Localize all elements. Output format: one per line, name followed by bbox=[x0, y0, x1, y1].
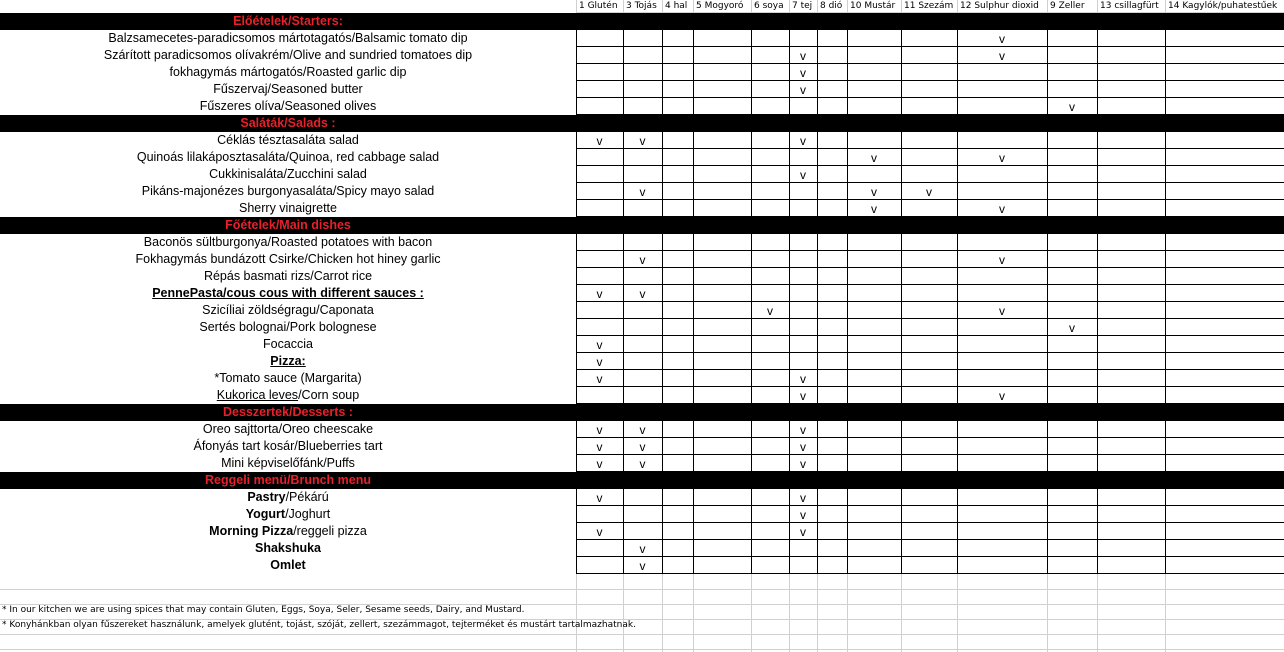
footnote: * In our kitchen we are using spices that may contain Gluten, Eggs, Soya, Seler, Sesame seeds, Dairy, and Mustard. bbox=[2, 605, 525, 615]
dish-name bbox=[0, 387, 576, 404]
allergen-mark: v bbox=[596, 423, 603, 437]
allergen-mark: v bbox=[999, 304, 1005, 318]
column-header: 11 Szezám bbox=[904, 1, 954, 11]
row-border bbox=[576, 46, 1284, 47]
column-border bbox=[662, 13, 663, 574]
allergen-mark: v bbox=[639, 287, 646, 301]
dish-name: Cukkinisaláta/Zucchini salad bbox=[209, 167, 367, 181]
column-header: 4 hal bbox=[665, 1, 688, 11]
dish-name: Balzsamecetes-paradicsomos mártotagatós/Balsamic tomato dip bbox=[108, 31, 468, 45]
column-border bbox=[576, 13, 577, 574]
allergen-mark: v bbox=[999, 32, 1005, 46]
allergen-mark: v bbox=[596, 338, 603, 352]
allergen-mark: v bbox=[999, 253, 1005, 267]
column-border-light bbox=[789, 574, 790, 652]
row-border bbox=[576, 148, 1284, 149]
dish-name-part: Yogurt bbox=[245, 507, 286, 521]
empty-row-border bbox=[0, 589, 1284, 590]
dish-name-part: /reggeli pizza bbox=[293, 524, 367, 538]
column-border bbox=[1097, 13, 1098, 574]
column-header: 12 Sulphur dioxid bbox=[960, 1, 1039, 11]
row-border bbox=[576, 437, 1284, 438]
dish-name: Focaccia bbox=[262, 337, 314, 351]
row-border bbox=[576, 80, 1284, 81]
column-border-light bbox=[751, 574, 752, 652]
column-border-light bbox=[847, 0, 848, 13]
dish-name: Fokhagymás bundázott Csirke/Chicken hot hiney garlic bbox=[135, 252, 441, 266]
column-border bbox=[817, 13, 818, 574]
allergen-mark: v bbox=[639, 134, 646, 148]
column-border-light bbox=[1165, 0, 1166, 13]
column-header: 13 csillagfürt bbox=[1100, 1, 1159, 11]
column-border bbox=[901, 13, 902, 574]
allergen-mark: v bbox=[800, 134, 806, 148]
column-border-light bbox=[623, 574, 624, 652]
column-border-light bbox=[751, 0, 752, 13]
row-border bbox=[576, 539, 1284, 540]
dish-name: Szicíliai zöldségragu/Caponata bbox=[202, 303, 374, 317]
dish-name-part: Morning Pizza bbox=[209, 524, 294, 538]
allergen-mark: v bbox=[800, 457, 806, 471]
allergen-mark: v bbox=[596, 491, 603, 505]
column-border-light bbox=[1165, 574, 1166, 652]
dish-name: Fűszeres olíva/Seasoned olives bbox=[199, 99, 377, 113]
column-header: 6 soya bbox=[754, 1, 784, 11]
column-header: 5 Mogyoró bbox=[696, 1, 744, 11]
dish-name: Céklás tésztasaláta salad bbox=[217, 133, 359, 147]
allergen-mark: v bbox=[596, 525, 603, 539]
section-header-row bbox=[0, 472, 1284, 489]
row-border bbox=[576, 352, 1284, 353]
allergen-mark: v bbox=[999, 202, 1005, 216]
allergen-mark: v bbox=[639, 423, 646, 437]
allergen-mark: v bbox=[999, 389, 1005, 403]
allergen-mark: v bbox=[800, 372, 806, 386]
section-header-row bbox=[0, 115, 1284, 132]
allergen-mark: v bbox=[1069, 321, 1075, 335]
dish-name: Pizza: bbox=[270, 354, 306, 368]
row-border bbox=[576, 556, 1284, 557]
column-border-light bbox=[901, 0, 902, 13]
column-border bbox=[789, 13, 790, 574]
column-header: 7 tej bbox=[792, 1, 813, 11]
section-title: Desszertek/Desserts : bbox=[223, 405, 353, 419]
dish-name: Répás basmati rizs/Carrot rice bbox=[203, 269, 373, 283]
allergen-mark: v bbox=[800, 508, 806, 522]
column-border-light bbox=[576, 0, 577, 13]
column-header: 10 Mustár bbox=[850, 1, 896, 11]
allergen-mark: v bbox=[800, 491, 806, 505]
allergen-mark: v bbox=[871, 202, 877, 216]
column-border bbox=[847, 13, 848, 574]
column-border-light bbox=[1047, 574, 1048, 652]
row-border bbox=[576, 301, 1284, 302]
allergen-mark: v bbox=[1069, 100, 1075, 114]
column-border-light bbox=[693, 574, 694, 652]
allergen-mark: v bbox=[596, 440, 603, 454]
allergen-mark: v bbox=[639, 542, 646, 556]
row-border bbox=[576, 318, 1284, 319]
column-border bbox=[623, 13, 624, 574]
dish-name bbox=[0, 489, 576, 506]
column-border bbox=[957, 13, 958, 574]
row-border bbox=[576, 199, 1284, 200]
column-border-light bbox=[789, 0, 790, 13]
column-border-light bbox=[847, 574, 848, 652]
column-header: 1 Glutén bbox=[579, 1, 618, 11]
column-border-light bbox=[693, 0, 694, 13]
dish-name: Quinoás lilakáposztasaláta/Quinoa, red cabbage salad bbox=[136, 150, 440, 164]
allergen-mark: v bbox=[800, 168, 806, 182]
column-header: 3 Tojás bbox=[626, 1, 657, 11]
section-title: Előételek/Starters: bbox=[233, 14, 343, 28]
allergen-mark: v bbox=[800, 440, 806, 454]
row-border bbox=[576, 284, 1284, 285]
allergen-mark: v bbox=[800, 423, 806, 437]
dish-name-part: /Corn soup bbox=[298, 388, 360, 402]
row-border bbox=[576, 573, 1284, 574]
column-header: 14 Kagylók/puhatestűek bbox=[1168, 1, 1278, 11]
dish-name bbox=[0, 523, 576, 540]
allergen-mark: v bbox=[999, 151, 1005, 165]
allergen-mark: v bbox=[596, 134, 603, 148]
header-border bbox=[576, 12, 1284, 13]
section-header-row bbox=[0, 13, 1284, 30]
footnote: * Konyhánkban olyan fűszereket használunk, amelyek glutént, tojást, szóját, zellert, szezámmagot, tejterméket és mustárt tartalmazhatnak. bbox=[2, 620, 636, 630]
allergen-mark: v bbox=[639, 559, 646, 573]
allergen-mark: v bbox=[999, 49, 1005, 63]
dish-name: fokhagymás mártogatós/Roasted garlic dip bbox=[169, 65, 407, 79]
column-border-light bbox=[576, 574, 577, 652]
column-border bbox=[1047, 13, 1048, 574]
dish-name: Shakshuka bbox=[254, 541, 321, 555]
column-header: 9 Zeller bbox=[1050, 1, 1085, 11]
column-border bbox=[751, 13, 752, 574]
column-border-light bbox=[901, 574, 902, 652]
allergen-mark: v bbox=[800, 49, 806, 63]
dish-name: Oreo sajttorta/Oreo cheescake bbox=[202, 422, 374, 436]
allergen-mark: v bbox=[871, 185, 877, 199]
dish-name: PennePasta/cous cous with different sauces : bbox=[152, 286, 424, 300]
column-border bbox=[693, 13, 694, 574]
column-border-light bbox=[957, 0, 958, 13]
dish-name: Fűszervaj/Seasoned butter bbox=[213, 82, 363, 96]
dish-name: Baconös sültburgonya/Roasted potatoes with bacon bbox=[143, 235, 433, 249]
column-border-light bbox=[1097, 574, 1098, 652]
section-header-row bbox=[0, 404, 1284, 421]
dish-name: Sherry vinaigrette bbox=[239, 201, 337, 215]
allergen-mark: v bbox=[800, 83, 806, 97]
allergen-mark: v bbox=[596, 287, 603, 301]
empty-row-border bbox=[0, 649, 1284, 650]
column-header: 8 dió bbox=[820, 1, 843, 11]
allergen-mark: v bbox=[639, 440, 646, 454]
allergen-mark: v bbox=[639, 253, 646, 267]
empty-row-border bbox=[0, 634, 1284, 635]
row-border bbox=[576, 386, 1284, 387]
column-border-light bbox=[662, 574, 663, 652]
row-border bbox=[576, 454, 1284, 455]
column-border-light bbox=[957, 574, 958, 652]
row-border bbox=[576, 505, 1284, 506]
allergen-mark: v bbox=[639, 185, 646, 199]
dish-name-part: /Pékárú bbox=[285, 490, 329, 504]
dish-name: Áfonyás tart kosár/Blueberries tart bbox=[193, 439, 383, 453]
allergen-mark: v bbox=[800, 525, 806, 539]
dish-name-part: /Joghurt bbox=[285, 507, 331, 521]
dish-name: Pikáns-majonézes burgonyasaláta/Spicy mayo salad bbox=[141, 184, 435, 198]
section-header-row bbox=[0, 217, 1284, 234]
row-border bbox=[576, 165, 1284, 166]
allergen-mark: v bbox=[800, 66, 806, 80]
section-title: Reggeli menü/Brunch menu bbox=[205, 473, 371, 487]
dish-name: Omlet bbox=[270, 558, 306, 572]
row-border bbox=[576, 267, 1284, 268]
column-border bbox=[1165, 13, 1166, 574]
column-border-light bbox=[817, 0, 818, 13]
dish-name: Sertés bolognai/Pork bolognese bbox=[199, 320, 377, 334]
column-border-light bbox=[623, 0, 624, 13]
column-border-light bbox=[1097, 0, 1098, 13]
allergen-mark: v bbox=[639, 457, 646, 471]
dish-name bbox=[0, 506, 576, 523]
allergen-mark: v bbox=[871, 151, 877, 165]
dish-name: Mini képviselőfánk/Puffs bbox=[221, 456, 355, 470]
allergen-mark: v bbox=[767, 304, 773, 318]
column-border-light bbox=[662, 0, 663, 13]
column-border-light bbox=[817, 574, 818, 652]
allergen-mark: v bbox=[800, 389, 806, 403]
section-title: Saláták/Salads : bbox=[240, 116, 336, 130]
allergen-mark: v bbox=[596, 355, 603, 369]
allergen-mark: v bbox=[926, 185, 932, 199]
row-border bbox=[576, 97, 1284, 98]
section-title: Főételek/Main dishes bbox=[225, 218, 351, 232]
dish-name: *Tomato sauce (Margarita) bbox=[214, 371, 362, 385]
allergen-mark: v bbox=[596, 457, 603, 471]
row-border bbox=[576, 522, 1284, 523]
row-border bbox=[576, 63, 1284, 64]
dish-name: Szárított paradicsomos olívakrém/Olive and sundried tomatoes dip bbox=[103, 48, 473, 62]
dish-name-part: Kukorica leves bbox=[216, 388, 299, 402]
allergen-mark: v bbox=[596, 372, 603, 386]
row-border bbox=[576, 369, 1284, 370]
row-border bbox=[576, 250, 1284, 251]
column-border-light bbox=[1047, 0, 1048, 13]
row-border bbox=[576, 335, 1284, 336]
dish-name-part: Pastry bbox=[247, 490, 286, 504]
